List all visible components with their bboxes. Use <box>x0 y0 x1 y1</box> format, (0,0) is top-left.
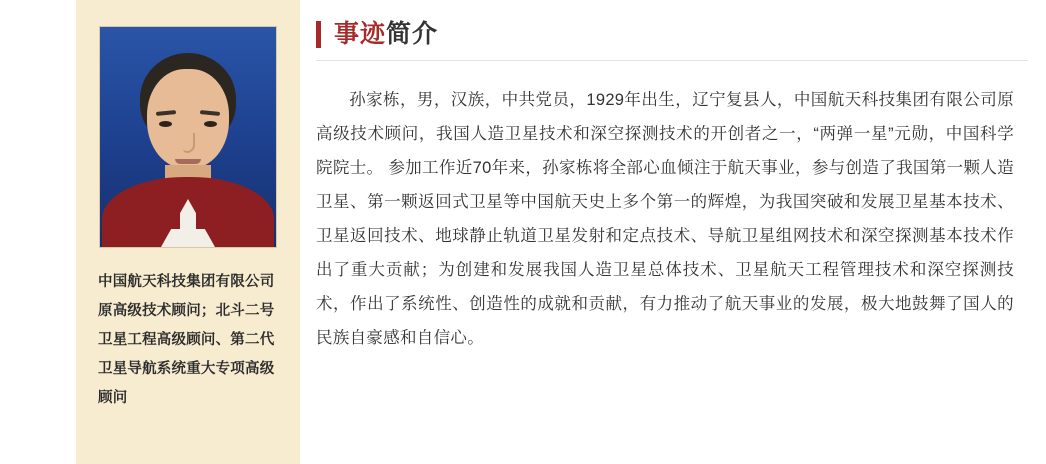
profile-caption <box>98 268 278 413</box>
portrait-face <box>147 69 229 169</box>
portrait-eye-left <box>159 121 172 127</box>
profile-role: 原高级技术顾问；北斗二号卫星工程高级顾问、第二代卫星导航系统重大专项高级顾问 <box>98 303 275 406</box>
section-accent-bar <box>316 21 321 48</box>
portrait-photo <box>99 26 277 248</box>
profile-organization: 中国航天科技集团有限公司 <box>98 274 275 290</box>
portrait-nose <box>183 133 195 153</box>
portrait-eye-right <box>204 121 217 127</box>
biography-text: 孙家栋，男，汉族，中共党员，1929年出生，辽宁复县人，中国航天科技集团有限公司原高级技术顾问，我国人造卫星技术和深空探测技术的开创者之一，“两弹一星”元勋，中国科学院院士。 参加工作近70年来，孙家栋将全部心血倾注于航天事业，参与创造了我国第一颗人造卫星、第一颗返回式卫星等中国航天史上多个第一的辉煌，为我国突破和发展卫星基本技术、卫星返回技术、地球静止轨道卫星发射和定点技术、导航卫星组网技术和深空探测基本技术作出了重大贡献；为创建和发展我国人造卫星总体技术、卫星航天工程管理技术和深空探测技术，作出了系统性、创造性的成就和贡献，有力推动了航天事业的发展，极大地鼓舞了国人的民族自豪感和自信心。 <box>316 91 1014 347</box>
page-title <box>334 16 438 52</box>
biography-paragraph <box>316 83 1028 355</box>
page-title-rest: 简介 <box>386 20 439 48</box>
portrait-mouth <box>175 159 201 164</box>
profile-card <box>76 0 300 464</box>
section-header <box>316 16 1028 61</box>
page-title-accent: 事迹 <box>334 20 387 48</box>
content-area <box>316 0 1032 464</box>
